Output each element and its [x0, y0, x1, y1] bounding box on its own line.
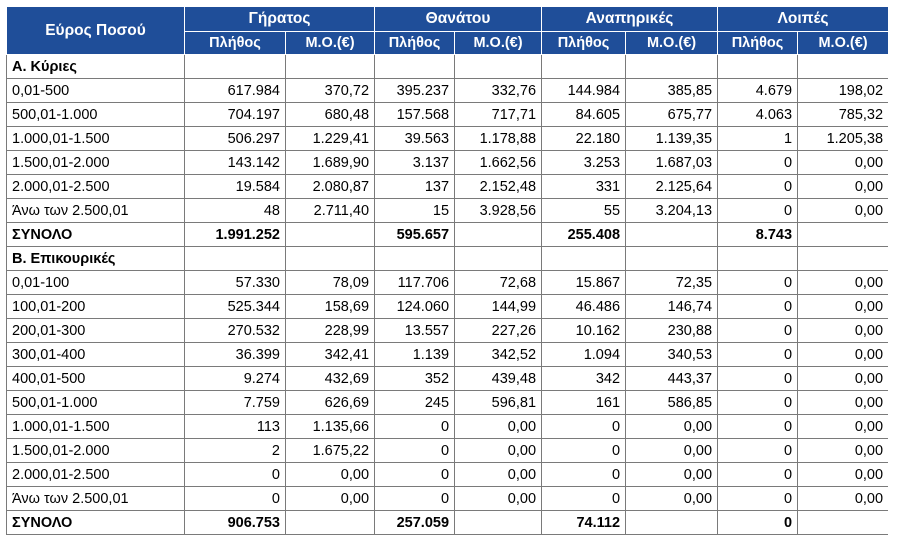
table-row — [7, 463, 889, 487]
average-cell: 332,76 — [455, 79, 542, 103]
count-cell: 157.568 — [375, 103, 455, 127]
count-cell: 2 — [185, 439, 286, 463]
range-cell: 100,01-200 — [7, 295, 185, 319]
count-cell: 0 — [718, 487, 798, 511]
total-value — [626, 511, 718, 535]
total-label: ΣΥΝΟΛΟ — [7, 223, 185, 247]
count-cell: 0 — [718, 391, 798, 415]
average-cell: 227,26 — [455, 319, 542, 343]
count-cell: 0 — [718, 439, 798, 463]
count-cell: 0 — [542, 487, 626, 511]
count-cell: 0 — [718, 415, 798, 439]
count-cell: 0 — [375, 439, 455, 463]
table-row — [7, 103, 889, 127]
total-value: 0 — [718, 511, 798, 535]
empty-cell — [542, 55, 626, 79]
average-cell: 785,32 — [798, 103, 888, 127]
range-cell: Άνω των 2.500,01 — [7, 199, 185, 223]
average-cell: 0,00 — [455, 415, 542, 439]
count-cell: 342 — [542, 367, 626, 391]
count-cell: 13.557 — [375, 319, 455, 343]
count-cell: 161 — [542, 391, 626, 415]
count-cell: 704.197 — [185, 103, 286, 127]
table-row — [7, 487, 889, 511]
table-row — [7, 439, 889, 463]
empty-cell — [185, 55, 286, 79]
table-row — [7, 271, 889, 295]
header-sub-count: Πλήθος — [185, 32, 286, 55]
empty-cell — [286, 247, 375, 271]
range-cell: 200,01-300 — [7, 319, 185, 343]
count-cell: 117.706 — [375, 271, 455, 295]
table-row — [7, 319, 889, 343]
count-cell: 3.137 — [375, 151, 455, 175]
header-group-death: Θανάτου — [375, 7, 542, 32]
header-sub-average: Μ.Ο.(€) — [798, 32, 888, 55]
total-value: 1.991.252 — [185, 223, 286, 247]
count-cell: 0 — [718, 343, 798, 367]
average-cell: 1.675,22 — [286, 439, 375, 463]
count-cell: 124.060 — [375, 295, 455, 319]
average-cell: 1.662,56 — [455, 151, 542, 175]
average-cell: 146,74 — [626, 295, 718, 319]
total-value — [798, 223, 888, 247]
count-cell: 36.399 — [185, 343, 286, 367]
total-label: ΣΥΝΟΛΟ — [7, 511, 185, 535]
average-cell: 2.125,64 — [626, 175, 718, 199]
count-cell: 0 — [542, 463, 626, 487]
average-cell: 0,00 — [626, 439, 718, 463]
header-sub-count: Πλήθος — [542, 32, 626, 55]
count-cell: 0 — [375, 463, 455, 487]
total-value: 257.059 — [375, 511, 455, 535]
count-cell: 0 — [375, 487, 455, 511]
average-cell: 0,00 — [798, 415, 888, 439]
average-cell: 0,00 — [626, 463, 718, 487]
count-cell: 4.063 — [718, 103, 798, 127]
average-cell: 0,00 — [286, 487, 375, 511]
average-cell: 0,00 — [455, 439, 542, 463]
total-value — [455, 223, 542, 247]
average-cell: 717,71 — [455, 103, 542, 127]
count-cell: 0 — [718, 151, 798, 175]
total-value: 8.743 — [718, 223, 798, 247]
count-cell: 270.532 — [185, 319, 286, 343]
count-cell: 48 — [185, 199, 286, 223]
range-cell: 300,01-400 — [7, 343, 185, 367]
range-cell: 400,01-500 — [7, 367, 185, 391]
table-row — [7, 295, 889, 319]
average-cell: 675,77 — [626, 103, 718, 127]
count-cell: 525.344 — [185, 295, 286, 319]
average-cell: 0,00 — [798, 319, 888, 343]
range-cell: 2.000,01-2.500 — [7, 463, 185, 487]
count-cell: 113 — [185, 415, 286, 439]
count-cell: 1 — [718, 127, 798, 151]
average-cell: 2.080,87 — [286, 175, 375, 199]
average-cell: 0,00 — [798, 175, 888, 199]
count-cell: 0 — [718, 175, 798, 199]
empty-cell — [798, 247, 888, 271]
range-cell: 0,01-100 — [7, 271, 185, 295]
total-value: 595.657 — [375, 223, 455, 247]
count-cell: 39.563 — [375, 127, 455, 151]
average-cell: 370,72 — [286, 79, 375, 103]
average-cell: 0,00 — [798, 439, 888, 463]
range-cell: 0,01-500 — [7, 79, 185, 103]
count-cell: 331 — [542, 175, 626, 199]
empty-cell — [375, 247, 455, 271]
count-cell: 506.297 — [185, 127, 286, 151]
total-value — [626, 223, 718, 247]
total-value: 255.408 — [542, 223, 626, 247]
count-cell: 143.142 — [185, 151, 286, 175]
average-cell: 596,81 — [455, 391, 542, 415]
average-cell: 1.178,88 — [455, 127, 542, 151]
average-cell: 0,00 — [626, 487, 718, 511]
header-sub-average: Μ.Ο.(€) — [455, 32, 542, 55]
section-title: Β. Επικουρικές — [7, 247, 185, 271]
average-cell: 1.687,03 — [626, 151, 718, 175]
average-cell: 2.152,48 — [455, 175, 542, 199]
total-value: 906.753 — [185, 511, 286, 535]
count-cell: 1.094 — [542, 343, 626, 367]
table-row — [7, 79, 889, 103]
count-cell: 0 — [718, 295, 798, 319]
table-row — [7, 127, 889, 151]
count-cell: 84.605 — [542, 103, 626, 127]
table-row — [7, 367, 889, 391]
count-cell: 15 — [375, 199, 455, 223]
empty-cell — [185, 247, 286, 271]
empty-cell — [542, 247, 626, 271]
count-cell: 0 — [375, 415, 455, 439]
range-cell: 500,01-1.000 — [7, 391, 185, 415]
average-cell: 1.229,41 — [286, 127, 375, 151]
count-cell: 46.486 — [542, 295, 626, 319]
average-cell: 0,00 — [286, 463, 375, 487]
count-cell: 0 — [542, 415, 626, 439]
count-cell: 22.180 — [542, 127, 626, 151]
count-cell: 1.139 — [375, 343, 455, 367]
pension-amount-table — [6, 6, 888, 535]
average-cell: 0,00 — [626, 415, 718, 439]
count-cell: 0 — [718, 367, 798, 391]
count-cell: 10.162 — [542, 319, 626, 343]
average-cell: 0,00 — [798, 463, 888, 487]
average-cell: 443,37 — [626, 367, 718, 391]
range-cell: 1.500,01-2.000 — [7, 151, 185, 175]
empty-cell — [375, 55, 455, 79]
empty-cell — [455, 247, 542, 271]
average-cell: 72,35 — [626, 271, 718, 295]
section-header-row — [7, 247, 889, 271]
average-cell: 228,99 — [286, 319, 375, 343]
count-cell: 0 — [185, 463, 286, 487]
empty-cell — [798, 55, 888, 79]
empty-cell — [455, 55, 542, 79]
average-cell: 0,00 — [798, 151, 888, 175]
range-cell: Άνω των 2.500,01 — [7, 487, 185, 511]
average-cell: 342,52 — [455, 343, 542, 367]
average-cell: 1.205,38 — [798, 127, 888, 151]
average-cell: 0,00 — [455, 463, 542, 487]
count-cell: 57.330 — [185, 271, 286, 295]
average-cell: 3.928,56 — [455, 199, 542, 223]
average-cell: 586,85 — [626, 391, 718, 415]
section-title: Α. Κύριες — [7, 55, 185, 79]
average-cell: 230,88 — [626, 319, 718, 343]
count-cell: 9.274 — [185, 367, 286, 391]
table-row — [7, 343, 889, 367]
empty-cell — [626, 247, 718, 271]
count-cell: 352 — [375, 367, 455, 391]
header-sub-average: Μ.Ο.(€) — [286, 32, 375, 55]
count-cell: 0 — [718, 199, 798, 223]
header-sub-count: Πλήθος — [375, 32, 455, 55]
count-cell: 4.679 — [718, 79, 798, 103]
total-value — [286, 223, 375, 247]
header-range: Εύρος Ποσού — [7, 7, 185, 55]
average-cell: 0,00 — [798, 199, 888, 223]
average-cell: 439,48 — [455, 367, 542, 391]
empty-cell — [286, 55, 375, 79]
empty-cell — [718, 55, 798, 79]
count-cell: 19.584 — [185, 175, 286, 199]
average-cell: 72,68 — [455, 271, 542, 295]
average-cell: 340,53 — [626, 343, 718, 367]
average-cell: 0,00 — [798, 391, 888, 415]
table-row — [7, 199, 889, 223]
table-row — [7, 415, 889, 439]
count-cell: 0 — [718, 463, 798, 487]
average-cell: 2.711,40 — [286, 199, 375, 223]
average-cell: 626,69 — [286, 391, 375, 415]
average-cell: 0,00 — [798, 343, 888, 367]
average-cell: 342,41 — [286, 343, 375, 367]
count-cell: 7.759 — [185, 391, 286, 415]
header-group-old-age: Γήρατος — [185, 7, 375, 32]
count-cell: 3.253 — [542, 151, 626, 175]
average-cell: 78,09 — [286, 271, 375, 295]
average-cell: 3.204,13 — [626, 199, 718, 223]
average-cell: 385,85 — [626, 79, 718, 103]
table-row — [7, 391, 889, 415]
table-header — [7, 7, 889, 55]
empty-cell — [626, 55, 718, 79]
average-cell: 1.139,35 — [626, 127, 718, 151]
average-cell: 144,99 — [455, 295, 542, 319]
count-cell: 0 — [542, 439, 626, 463]
average-cell: 0,00 — [798, 367, 888, 391]
total-row — [7, 223, 889, 247]
range-cell: 1.000,01-1.500 — [7, 127, 185, 151]
range-cell: 1.500,01-2.000 — [7, 439, 185, 463]
average-cell: 680,48 — [286, 103, 375, 127]
total-value: 74.112 — [542, 511, 626, 535]
average-cell: 0,00 — [455, 487, 542, 511]
average-cell: 0,00 — [798, 295, 888, 319]
header-group-other: Λοιπές — [718, 7, 888, 32]
range-cell: 2.000,01-2.500 — [7, 175, 185, 199]
average-cell: 0,00 — [798, 271, 888, 295]
count-cell: 0 — [718, 271, 798, 295]
table-row — [7, 151, 889, 175]
count-cell: 617.984 — [185, 79, 286, 103]
empty-cell — [718, 247, 798, 271]
total-value — [455, 511, 542, 535]
total-value — [798, 511, 888, 535]
total-value — [286, 511, 375, 535]
count-cell: 144.984 — [542, 79, 626, 103]
count-cell: 137 — [375, 175, 455, 199]
range-cell: 1.000,01-1.500 — [7, 415, 185, 439]
count-cell: 0 — [718, 319, 798, 343]
average-cell: 158,69 — [286, 295, 375, 319]
range-cell: 500,01-1.000 — [7, 103, 185, 127]
average-cell: 0,00 — [798, 487, 888, 511]
average-cell: 1.689,90 — [286, 151, 375, 175]
average-cell: 1.135,66 — [286, 415, 375, 439]
count-cell: 15.867 — [542, 271, 626, 295]
header-group-disability: Αναπηρικές — [542, 7, 718, 32]
pension-table-container — [6, 6, 888, 547]
section-header-row — [7, 55, 889, 79]
count-cell: 0 — [185, 487, 286, 511]
header-sub-count: Πλήθος — [718, 32, 798, 55]
table-body — [7, 55, 889, 535]
count-cell: 395.237 — [375, 79, 455, 103]
count-cell: 55 — [542, 199, 626, 223]
header-sub-average: Μ.Ο.(€) — [626, 32, 718, 55]
average-cell: 198,02 — [798, 79, 888, 103]
total-row — [7, 511, 889, 535]
count-cell: 245 — [375, 391, 455, 415]
average-cell: 432,69 — [286, 367, 375, 391]
table-row — [7, 175, 889, 199]
